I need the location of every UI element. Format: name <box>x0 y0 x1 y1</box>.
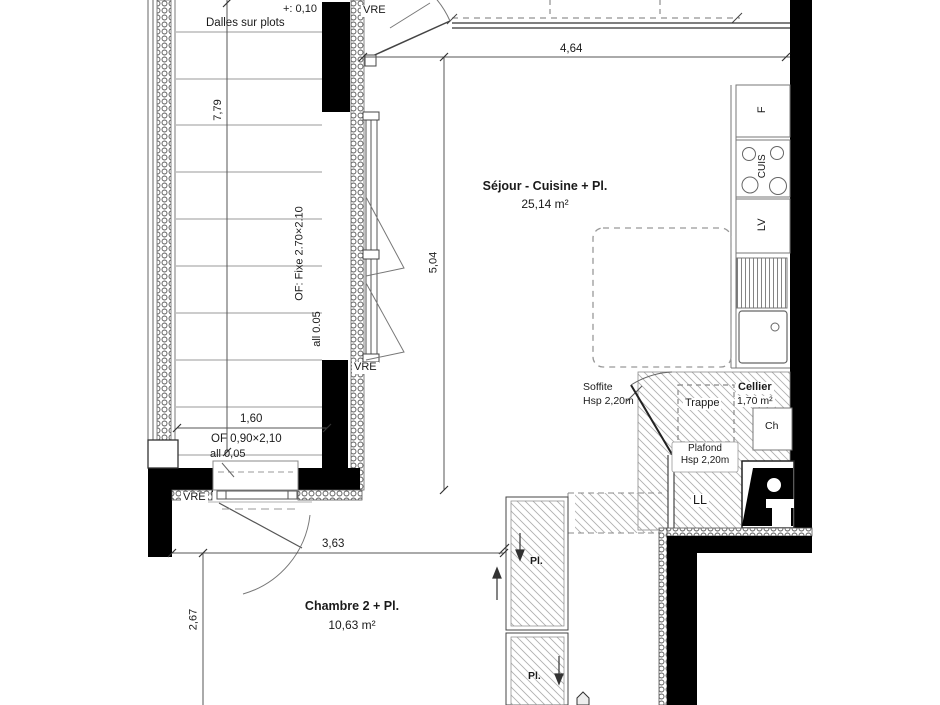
fridge-label: F <box>756 106 769 114</box>
dim-chambre-depth: 2,67 <box>187 608 200 631</box>
sejour-title: Séjour - Cuisine + Pl. <box>482 179 608 193</box>
sejour-west-wall <box>322 0 404 490</box>
technical-shaft <box>742 461 794 528</box>
allege-chambre-note: all 0,05 <box>210 448 246 460</box>
dim-window-width: 1,60 <box>240 413 263 425</box>
dim-sejour-depth: 5,04 <box>427 251 440 274</box>
of-chambre-note: OF 0,90×2,10 <box>211 433 282 445</box>
allege-sejour-note: all 0.05 <box>311 311 323 347</box>
sejour-area: 25,14 m² <box>521 197 569 211</box>
east-wall <box>790 0 812 535</box>
cellier-area: 1,70 m² <box>737 395 773 407</box>
furniture-dashed-zone <box>593 228 731 367</box>
dim-chambre-width: 3,63 <box>322 538 345 550</box>
washer-label: LL <box>693 493 707 507</box>
chambre2-title: Chambre 2 + Pl. <box>304 599 400 613</box>
north-marker <box>577 692 589 705</box>
arrow-up <box>493 568 501 578</box>
cellier-title: Cellier <box>738 381 772 393</box>
soffite-note-line1: Soffite <box>583 381 613 393</box>
balcony-post <box>148 440 178 468</box>
sink <box>739 311 787 363</box>
dim-sejour-width: 4,64 <box>560 43 583 55</box>
trappe-label: Trappe <box>685 397 720 409</box>
soffite-note-line2: Hsp 2,20m <box>583 395 634 407</box>
level-note: +: 0,10 <box>283 3 317 15</box>
south-east-walls <box>659 528 812 705</box>
cooktop-label: CUIS <box>756 154 768 179</box>
closet1-label: Pl. <box>530 555 543 567</box>
chambre2-area: 10,63 m² <box>328 618 376 632</box>
sejour-north-wall <box>365 0 812 66</box>
dishwasher-label: LV <box>756 218 769 232</box>
vre-label-top: VRE <box>363 4 386 16</box>
chambre2 <box>148 424 662 705</box>
dim-balcony: 7,79 <box>212 99 224 121</box>
dalles-note: Dalles sur plots <box>206 17 285 29</box>
chambre-window <box>205 461 312 502</box>
drainer <box>737 258 787 308</box>
of-fixe-note: OF: Fixe 2.70×2.10 <box>293 206 306 301</box>
vre-label-bottom: VRE <box>183 491 206 503</box>
closet2-label: Pl. <box>528 670 541 682</box>
water-heater-label: Ch <box>765 420 779 432</box>
vre-label-mid: VRE <box>354 361 377 373</box>
plafond-note-line1: Plafond <box>688 443 722 454</box>
plafond-note-line2: Hsp 2,20m <box>680 455 730 466</box>
